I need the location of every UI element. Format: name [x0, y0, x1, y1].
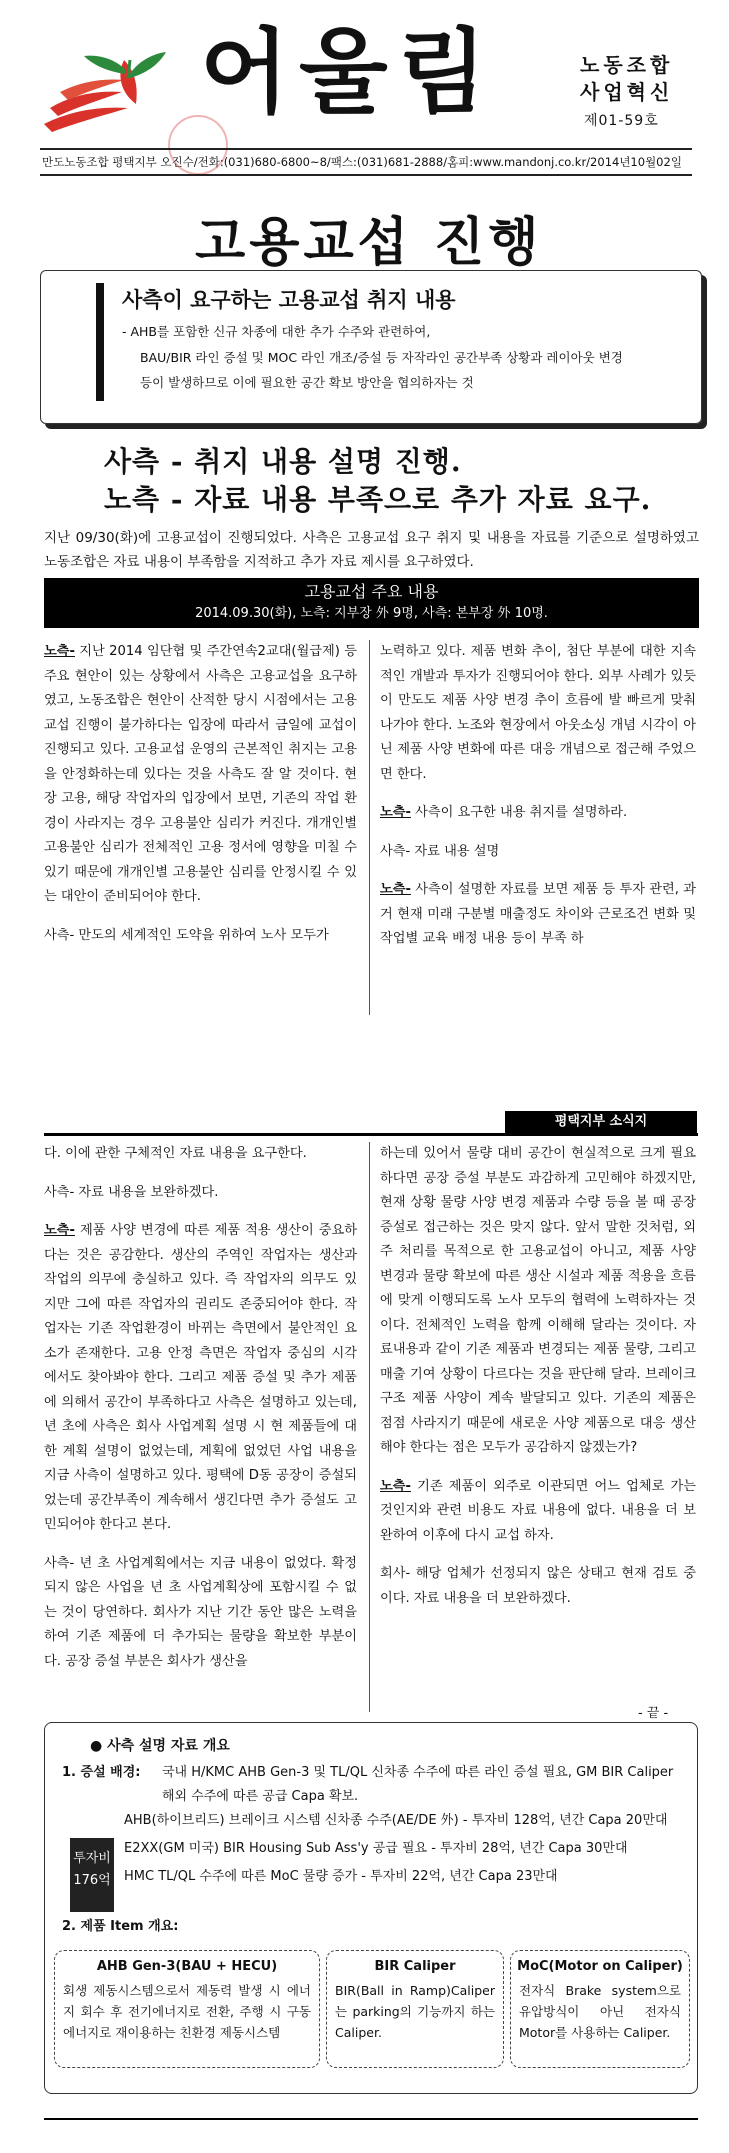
- background-label: 1. 증설 배경:: [62, 1765, 141, 1780]
- investment-item: HMC TL/QL 수주에 따른 MoC 물량 증가 - 투자비 22억, 년간 Capa 23만대: [124, 1869, 558, 1884]
- paragraph-text: 사측이 설명한 자료를 보면 제품 등 투자 관련, 과거 현재 미래 구분별 매출정도 차이와 근로조건 변화 및 작업별 교육 배정 내용 등이 부족 하: [380, 882, 696, 946]
- paragraph-text: 사측이 요구한 내용 취지를 설명하라.: [410, 805, 628, 820]
- product-title: AHB Gen-3(BAU + HECU): [96, 1959, 278, 1974]
- paragraph: [380, 1475, 696, 1549]
- background-line: 해외 수주에 따른 공급 Capa 확보.: [162, 1789, 359, 1804]
- paragraph: [380, 1562, 696, 1611]
- speaker-label: 노측-: [380, 1478, 411, 1494]
- column-4: [380, 1142, 696, 1623]
- investment-item: AHB(하이브리드) 브레이크 시스템 신차종 수주(AE/DE 外) - 투자비 128억, 년간 Capa 20만대: [124, 1813, 668, 1828]
- column-2: [380, 640, 696, 964]
- investment-badge: [70, 1838, 114, 1912]
- section-rule: [44, 1133, 698, 1136]
- paragraph-text: 사측- 자료 내용을 보완하겠다.: [44, 1184, 219, 1200]
- speaker-label: 노측-: [380, 882, 411, 897]
- paragraph-text: 제품 사양 변경에 따른 제품 적용 생산이 중요하다는 것은 공감한다. 생산의 주역인 작업자는 생산과 작업의 의무에 충실하고 있다. 즉 작업자의 의무도 있지만 그에 따른 작업자의 권리도 존중되어야 한다. 작업자는 기존 작업환경이 바뀌는 측면에서 불안적인 요소가 존재한다. 고용 안정 측면은 작업자 중심의 시각에서도 찾아봐야 한다. 그리고 제품 증설 및 추가 제품에 의해서 공간이 부족하다고 사측은 설명하고 있는데, 년 초에 사측은 회사 사업계획 설명 시 현 제품들에 대한 계획 설명이 없었는데, 계획에 없었던 사업 내용을 지금 사측이 설명하고 있다. 평택에 D동 공장이 증설되었는데 공간부족이 계속해서 생긴다면 추가 증설도 고민되어야 한다고 본다.: [44, 1223, 357, 1532]
- paragraph-text: 회사- 해당 업체가 선정되지 않은 상태고 현재 검토 중이다. 자료 내용을 더 보완하겠다.: [380, 1566, 696, 1606]
- speaker-label: 노측-: [44, 1223, 75, 1238]
- paragraph: [44, 1142, 357, 1167]
- paragraph: [44, 1552, 357, 1675]
- union-line-2: 사업혁신: [580, 80, 674, 104]
- paragraph: [380, 878, 696, 952]
- paragraph-text: 지난 2014 임단협 및 주간연속2교대(월급제) 등 주요 현안이 있는 상황에서 사측은 고용교섭을 요구하였고, 노동조합은 현안이 산적한 당시 시점에서는 고용교섭 진행이 불가하다는 입장에 따라서 금일에 교섭이 진행되고 있다. 고용교섭 운영의 근본적인 취지는 고용을 안정화하는데 있다는 것을 사측도 잘 알 것이다. 현장 고용, 해당 작업자의 입장에서 보면, 기존의 작업 환경이 사라지는 경우 고용불안 심리가 커진다. 개개인별 고용불안 심리가 전체적인 고용 정서에 영향을 미칠 수 있기 때문에 개개인별 고용불안 심리를 안정시킬 수 있는 대안이 준비되어야 한다.: [44, 644, 357, 904]
- column-divider: [369, 640, 370, 1015]
- issue-number: 제01-59호: [584, 113, 659, 129]
- meeting-header: [44, 578, 699, 628]
- product-title: BIR Caliper: [374, 1959, 456, 1974]
- box-line: 등이 발생하므로 이에 필요한 공간 확보 방안을 협의하자는 것: [140, 375, 474, 390]
- speaker-label: 노측-: [380, 805, 411, 820]
- section-label: 평택지부 소식지: [505, 1111, 697, 1133]
- product-description: 회생 제동시스템으로서 제동력 발생 시 에너지 회수 후 전기에너지로 전환, 주행 시 구동에너지로 재이용하는 친환경 제동시스템: [63, 1983, 311, 2040]
- paragraph-text: 사측- 자료 내용 설명: [380, 843, 500, 859]
- newsletter-title: 어울림: [200, 19, 497, 126]
- background-line: 국내 H/KMC AHB Gen-3 및 TL/QL 신차종 수주에 따른 라인 증설 필요, GM BIR Caliper: [162, 1765, 674, 1780]
- paragraph: [380, 840, 696, 865]
- investment-label: 투자비: [73, 1851, 111, 1866]
- paragraph: [44, 640, 357, 910]
- paragraph: [380, 1142, 696, 1461]
- paragraph-text: 사측- 년 초 사업계획에서는 지금 내용이 없었다. 확정되지 않은 사업을 년 초 사업계획상에 포함시킬 수 없는 것이 당연하다. 회사가 지난 기간 동안 많은 노력을 하여 기존 제품에 더 추가되는 물량을 확보한 부분이다. 공장 증설 부분은 회사가 생산을: [44, 1555, 357, 1669]
- column-3: [44, 1142, 357, 1686]
- meeting-title: 고용교섭 주요 내용: [304, 582, 439, 601]
- column-divider: [369, 1142, 370, 1712]
- summary-heading: ● 사측 설명 자료 개요: [90, 1738, 230, 1754]
- box-heading: 사측이 요구하는 고용교섭 취지 내용: [122, 288, 456, 312]
- bottom-rule: [44, 2118, 698, 2120]
- product-card: [54, 1950, 320, 2068]
- paragraph: [380, 640, 696, 787]
- speaker-label: 노측-: [44, 644, 75, 659]
- paragraph: [44, 1219, 357, 1538]
- paragraph-text: 사측- 만도의 세계적인 도약을 위하여 노사 모두가: [44, 927, 329, 943]
- paragraph-text: 하는데 있어서 물량 대비 공간이 현실적으로 크게 필요하다면 공장 증설 부분도 과감하게 고민해야 하겠지만, 현재 상황 물량 사양 변경 제품과 수량 등을 볼 때 공장 증설로 접근하는 것은 맞지 않다. 앞서 말한 것처럼, 외주 처리를 목적으로 한 고용교섭이 아니고, 제품 사양 변경과 물량 확보에 따른 생산 시설과 제품 적용을 흐름에 맞게 이행되도록 노사 모두의 협력에 노력하자는 것이다. 전체적인 노력을 함께 이해해 달라는 것이다. 자료내용과 같이 기존 제품과 변경되는 제품 물량, 그리고 매출 기여 상황이 다르다는 것을 판단해 달라. 브레이크 구조 제품 사양이 계속 발달되고 있다. 기존의 제품은 점점 사라지기 때문에 새로운 사양 제품으로 대응 생산해야 한다는 점은 모두가 공감하지 않겠는가?: [380, 1146, 696, 1455]
- product-title: MoC(Motor on Caliper): [517, 1959, 683, 1974]
- box-line: BAU/BIR 라인 증설 및 MOC 라인 개조/증설 등 자작라인 공간부족 상황과 레이아웃 변경: [140, 350, 623, 365]
- product-card: [326, 1950, 504, 2068]
- paragraph-text: 다. 이에 관한 구체적인 자료 내용을 요구한다.: [44, 1146, 307, 1161]
- paragraph: [44, 1181, 357, 1206]
- product-card: [510, 1950, 690, 2068]
- box-line: - AHB를 포함한 신규 차종에 대한 추가 수주와 관련하여,: [122, 324, 431, 339]
- paragraph: [380, 801, 696, 826]
- column-1: [44, 640, 357, 960]
- headline-company: 사측 - 취지 내용 설명 진행.: [104, 445, 462, 478]
- union-name: [580, 52, 673, 106]
- headline-union: 노측 - 자료 내용 부족으로 추가 자료 요구.: [104, 483, 652, 516]
- meeting-detail: 2014.09.30(화), 노측: 지부장 外 9명, 사측: 본부장 外 10명.: [195, 606, 548, 621]
- investment-item: E2XX(GM 미국) BIR Housing Sub Ass'y 공급 필요 - 투자비 28억, 년간 Capa 30만대: [124, 1841, 628, 1856]
- product-description: BIR(Ball in Ramp)Caliper는 parking의 기능까지 하는 Caliper.: [335, 1983, 495, 2040]
- product-description: 전자식 Brake system으로 유압방식이 아닌 전자식 Motor를 사용하는 Caliper.: [519, 1983, 681, 2040]
- paragraph-text: 노력하고 있다. 제품 변화 추이, 첨단 부분에 대한 지속적인 개발과 투자가 진행되어야 한다. 외부 사례가 있듯이 만도도 제품 사양 변경 추이 흐름에 발 빠르게 맞춰나가야 한다. 노조와 현장에서 아웃소싱 개념 시각이 아닌 제품 사양 변화에 따른 대응 개념으로 접근해 주었으면 한다.: [380, 644, 696, 782]
- logo: [40, 30, 170, 140]
- investment-total: 176억: [73, 1873, 111, 1888]
- main-banner: 고용교섭 진행: [195, 213, 543, 273]
- union-line-1: 노동조합: [580, 53, 674, 77]
- contact-info-bar: 만도노동조합 평택지부 오진수/전화:(031)680-6800~8/팩스:(031)681-2888/홈피:www.mandonj.co.kr/2014년10월02일: [40, 148, 692, 176]
- box-accent-bar: [96, 283, 104, 401]
- paragraph: [44, 924, 357, 949]
- paragraph-text: 기존 제품이 외주로 이관되면 어느 업체로 가는 것인지와 관련 비용도 자료 내용에 없다. 내용을 더 보완하여 이후에 다시 교섭 하자.: [380, 1478, 696, 1543]
- end-mark: - 끝 -: [638, 1706, 669, 1721]
- intro-paragraph: 지난 09/30(화)에 고용교섭이 진행되었다. 사측은 고용교섭 요구 취지 및 내용을 자료를 기준으로 설명하였고 노동조합은 자료 내용이 부족함을 지적하고 추가 자료 제시를 요구하였다.: [44, 530, 699, 570]
- items-label: 2. 제품 Item 개요:: [62, 1919, 179, 1934]
